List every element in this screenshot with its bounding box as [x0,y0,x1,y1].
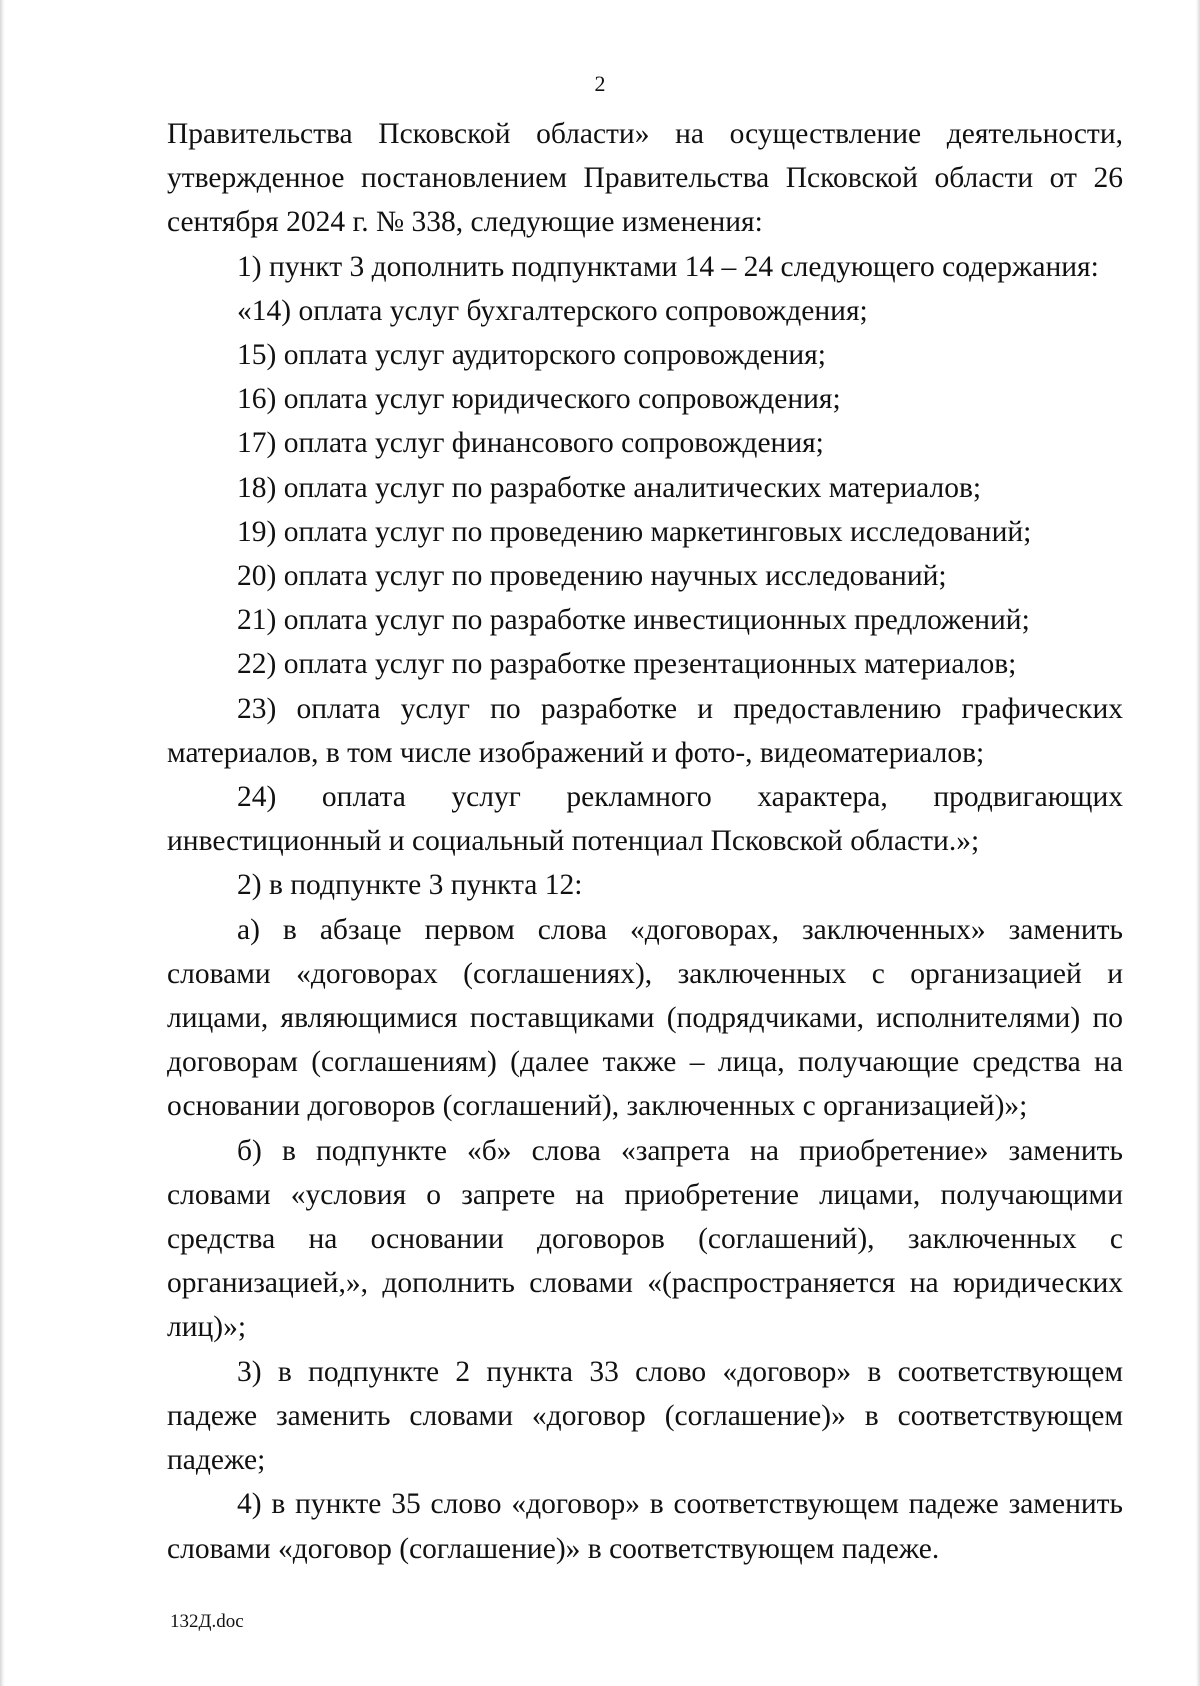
document-body [167,112,1123,1571]
paragraph-subitem-15: 15) оплата услуг аудиторского сопровождения; [237,339,826,372]
paragraph-subitem-24: 24) оплата услуг рекламного характера, продвигающих инвестиционный и социальный потенциал Псковской области.»; [167,781,1123,858]
footer-filename: 132Д.doc [170,1611,244,1632]
paragraph-item-4: 4) в пункте 35 слово «договор» в соответствующем падеже заменить словами «договор (соглашение)» в соответствующем падеже. [167,1488,1123,1565]
paragraph-subitem-17: 17) оплата услуг финансового сопровождения; [237,427,824,460]
paragraph-subitem-22: 22) оплата услуг по разработке презентационных материалов; [237,648,1017,681]
paragraph-item-1: 1) пункт 3 дополнить подпунктами 14 – 24 следующего содержания: [237,250,1099,283]
scan-edge-right [1196,0,1200,1686]
paragraph-subitem-21: 21) оплата услуг по разработке инвестиционных предложений; [237,604,1030,637]
paragraph-subitem-18: 18) оплата услуг по разработке аналитических материалов; [237,471,982,504]
scan-edge-left [0,0,5,1686]
page-number: 2 [594,71,606,96]
paragraph-intro: Правительства Псковской области» на осуществление деятельности, утвержденное постановлением Правительства Псковской области от 26 сентября 2024 г. № 338, следующие изменения: [167,118,1123,239]
paragraph-item-3: 3) в подпункте 2 пункта 33 слово «договор» в соответствующем падеже заменить словами «договор (соглашение)» в соответствующем падеже; [167,1355,1123,1477]
paragraph-subitem-23: 23) оплата услуг по разработке и предоставлению графических материалов, в том числе изображений и фото-, видеоматериалов; [167,692,1123,769]
paragraph-item-2b: б) в подпункте «б» слова «запрета на приобретение» заменить словами «условия о запрете на приобретение лицами, получающими средства на основании договоров (соглашений), заключенных с организацией,», дополнить словами «(распространяется на юридических лиц)»; [167,1134,1123,1344]
paragraph-item-2a: а) в абзаце первом слова «договорах, заключенных» заменить словами «договорах (соглашениях), заключенных с организацией и лицами, являющимися поставщиками (подрядчиками, исполнителями) по договорам (соглашениям) (далее также – лица, получающие средства на основании договоров (соглашений), заключенных с организацией)»; [167,913,1123,1123]
paragraph-subitem-19: 19) оплата услуг по проведению маркетинговых исследований; [237,515,1032,548]
paragraph-subitem-20: 20) оплата услуг по проведению научных исследований; [237,560,947,593]
paragraph-item-2: 2) в подпункте 3 пункта 12: [237,869,583,902]
paragraph-subitem-16: 16) оплата услуг юридического сопровождения; [237,383,841,416]
paragraph-subitem-14: «14) оплата услуг бухгалтерского сопровождения; [237,294,868,327]
